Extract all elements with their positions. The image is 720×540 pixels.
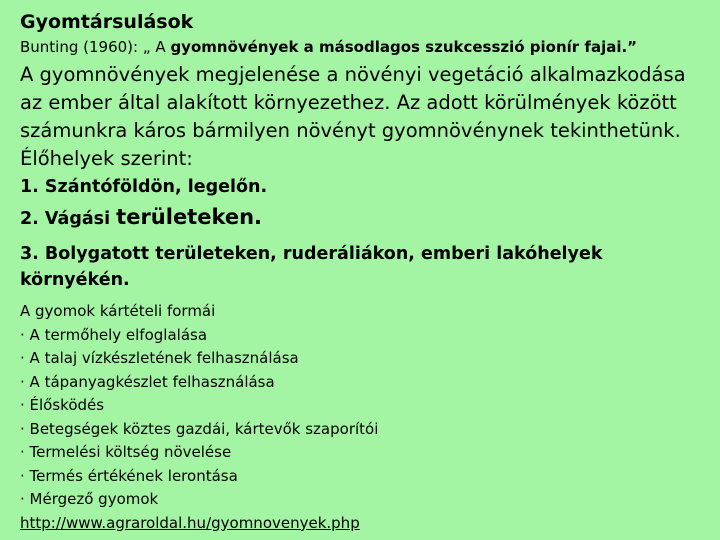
slide-content [20, 8, 712, 535]
damage-form-item: · A tápanyagkészlet felhasználása [20, 372, 275, 391]
intro-paragraph: A gyomnövények megjelenése a növényi vegetáció alkalmazkodása az ember által alakított környezethez. Az adott körülmények között számunkra káros bármilyen növényt gyomnövénynek tekinthetünk. [20, 63, 686, 142]
damage-form-item: · A talaj vízkészletének felhasználása [20, 349, 299, 367]
damage-form-item: · Élősködés [20, 396, 105, 414]
habitat-item-2-emphasis: területeken. [116, 205, 263, 229]
citation-author: Bunting (1960): „ A [20, 38, 166, 56]
habitats-heading: Élőhelyek szerint: [20, 147, 193, 170]
damage-form-item: · Termés értékének lerontása [20, 466, 238, 485]
damage-form-item: · Termelési költség növelése [20, 443, 232, 461]
damage-form-item: · Betegségek köztes gazdái, kártevők szaporítói [20, 419, 379, 438]
damage-forms-title: A gyomok kártételi formái [20, 302, 216, 320]
habitat-item-2-prefix: 2. Vágási [20, 209, 117, 229]
citation-quote: gyomnövények a másodlagos szukcesszió pionír fajai.” [170, 38, 638, 56]
damage-forms-list [20, 324, 712, 512]
habitat-item-3: 3. Bolygatott területeken, ruderáliákon, emberi lakóhelyek környékén. [20, 244, 603, 290]
source-link[interactable]: http://www.agraroldal.hu/gyomnovenyek.php [20, 513, 360, 532]
damage-form-item: · A termőhely elfoglalása [20, 325, 208, 344]
habitat-item-1: 1. Szántóföldön, legelőn. [20, 177, 268, 197]
habitat-item-2 [20, 203, 712, 233]
citation [20, 36, 712, 58]
damage-form-item: · Mérgező gyomok [20, 490, 159, 508]
slide-title: Gyomtársulások [20, 11, 194, 33]
